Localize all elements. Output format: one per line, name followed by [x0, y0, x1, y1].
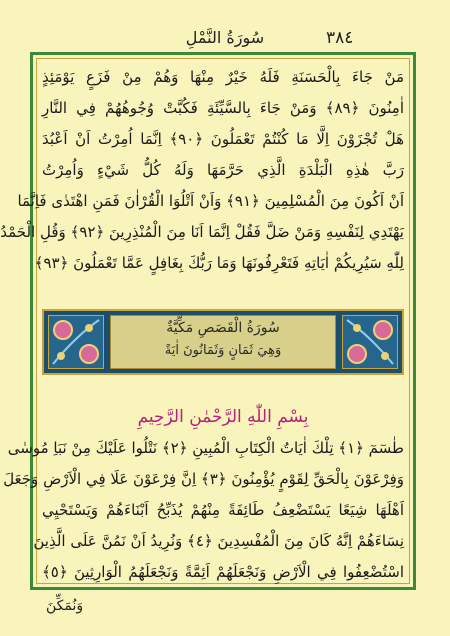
basmala: بِسْمِ اللّٰهِ الرَّحْمٰنِ الرَّحِيمِ — [137, 407, 309, 427]
text-line-10: وَفِرْعَوْنَ بِالْحَقِّ لِقَوْمٍ يُؤْمِنُونَ ﴿٣﴾ اِنَّ فِرْعَوْنَ عَلَا فِي الْاَرْضِ وَجَعَلَ — [3, 470, 404, 488]
text-line-1: مَنْ جَاءَ بِالْحَسَنَةِ فَلَهُ خَيْرٌ مِنْهَا وَهُمْ مِنْ فَزَعٍ يَوْمَئِذٍ — [42, 68, 404, 86]
text-line-2: اٰمِنُونَ ﴿٨٩﴾ وَمَنْ جَاءَ بِالسَّيِّئَةِ فَكُبَّتْ وُجُوهُهُمْ فِي النَّارِ — [42, 99, 404, 117]
text-line-3: هَلْ تُجْزَوْنَ اِلَّا مَا كُنْتُمْ تَعْمَلُونَ ﴿٩٠﴾ اِنَّمَا اُمِرْتُ اَنْ اَعْبُدَ — [42, 130, 404, 148]
text-line-4: رَبَّ هٰذِهِ الْبَلْدَةِ الَّذِي حَرَّمَهَا وَلَهُ كُلُّ شَيْءٍ وَاُمِرْتُ — [42, 161, 404, 179]
text-line-6: يَهْتَدِي لِنَفْسِهِ وَمَنْ ضَلَّ فَقُلْ اِنَّمَا اَنَا مِنَ الْمُنْذِرِينَ ﴿٩٢﴾ وَقُلِ الْحَمْدُ — [0, 223, 404, 241]
bottom-text-block — [3, 402, 404, 588]
surah-title-banner — [42, 309, 404, 375]
page-header — [0, 26, 450, 50]
page-number: ٣٨٤ — [326, 28, 354, 48]
catchword: وَنُمَكِّنَ — [46, 598, 84, 614]
text-line-13: اسْتُضْعِفُوا فِي الْاَرْضِ وَنَجْعَلَهُمْ اَئِمَّةً وَنَجْعَلَهُمُ الْوَارِثِينَ ﴿٥﴾ — [42, 563, 404, 581]
floral-ornament-icon — [49, 316, 103, 368]
banner-title: سُورَةُ الْقَصَصِ مَكِّيَّةٌ — [166, 320, 280, 336]
text-line-7: لِلّٰهِ سَيُرِيكُمْ اٰيَاتِهِ فَتَعْرِفُونَهَا وَمَا رَبُّكَ بِغَافِلٍ عَمَّا تَعْمَلُونَ ﴿٩٣﴾ — [34, 254, 404, 272]
top-text-block — [0, 62, 404, 279]
banner-ornament-left — [48, 315, 104, 369]
text-line-5: اَنْ اَكُونَ مِنَ الْمُسْلِمِينَ ﴿٩١﴾ وَاَنْ اَتْلُوَا الْقُرْاٰنَ فَمَنِ اهْتَدٰى فَاِنَّمَا — [17, 192, 404, 210]
text-line-12: نِسَاءَهُمْ اِنَّهُ كَانَ مِنَ الْمُفْسِدِينَ ﴿٤﴾ وَنُرِيدُ اَنْ نَمُنَّ عَلَى الَّذِينَ — [33, 532, 404, 550]
surah-name: سُورَةُ النَّمْلِ — [185, 28, 265, 47]
text-line-11: اَهْلَهَا شِيَعًا يَسْتَضْعِفُ طَائِفَةً مِنْهُمْ يُذَبِّحُ اَبْنَاءَهُمْ وَيَسْتَحْيِي — [42, 501, 404, 519]
banner-ornament-right — [342, 315, 398, 369]
text-line-9: طٰسٓمٓ ﴿١﴾ تِلْكَ اٰيَاتُ الْكِتَابِ الْمُبِينِ ﴿٢﴾ نَتْلُوا عَلَيْكَ مِنْ نَبَاِ مُوسٰى — [7, 439, 404, 457]
banner-title-panel — [110, 315, 336, 369]
banner-subtitle: وَهِيَ ثَمَانٍ وَثَمَانُونَ اٰيَةً — [164, 343, 282, 358]
floral-ornament-icon — [343, 316, 397, 368]
